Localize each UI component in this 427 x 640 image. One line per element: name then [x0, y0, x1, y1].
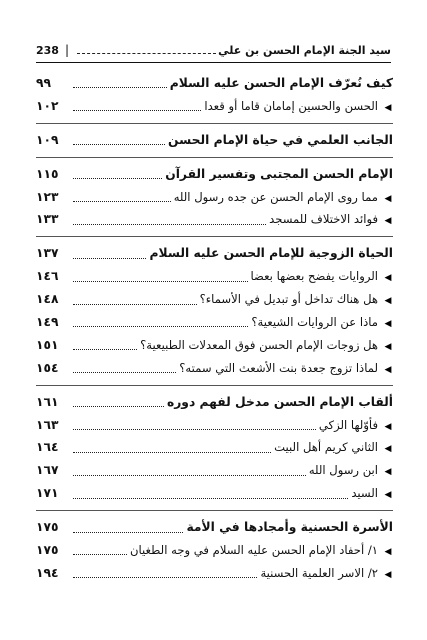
dot-leader	[73, 531, 183, 533]
toc-entry-text: الأسرة الحسنية وأمجادها في الأمة	[186, 520, 393, 535]
toc-entry-text: ألقاب الإمام الحسن مدخل لفهم دوره	[166, 394, 393, 409]
toc-page-number: ١٢٣	[36, 189, 59, 204]
dot-leader	[73, 303, 197, 305]
toc-page-number: ١٧٥	[36, 520, 59, 535]
triangle-bullet-icon: ◀	[384, 547, 392, 558]
section-divider	[36, 236, 393, 237]
toc-page-number: ١٧٥	[36, 543, 59, 558]
toc-section-title[interactable]	[36, 242, 393, 265]
dot-leader	[73, 109, 201, 111]
triangle-bullet-icon: ◀	[384, 490, 392, 501]
toc-section-title[interactable]	[36, 129, 393, 152]
toc-section	[36, 129, 393, 152]
toc-section	[36, 242, 393, 379]
toc-page-number: ١٦١	[36, 394, 59, 409]
dot-leader	[73, 86, 167, 88]
dot-leader	[73, 280, 248, 282]
toc-entry-text: لماذا تزوج جعدة بنت الأشعث التي سمته؟	[179, 360, 378, 375]
toc-section	[36, 391, 393, 505]
toc-page-number: ١١٥	[36, 166, 59, 181]
toc-entry-text: الثاني كريم أهل البيت	[274, 440, 378, 455]
toc-entry-text: فوائد الاختلاف للمسجد	[269, 212, 378, 227]
toc-entry-text: ٢/ الاسر العلمية الحسنية	[260, 565, 378, 580]
toc-page-number: ١٥٤	[36, 360, 59, 375]
toc-page-number: ١٣٧	[36, 246, 59, 261]
dot-leader	[73, 497, 348, 499]
toc-entry[interactable]	[36, 288, 393, 311]
toc-entry-text: الحياة الزوجية للإمام الحسن عليه السلام	[149, 246, 393, 261]
toc-entry[interactable]	[36, 436, 393, 459]
dot-leader	[73, 325, 248, 327]
toc-entry-text: السيد	[351, 486, 378, 501]
toc-section-title[interactable]	[36, 72, 393, 95]
dot-leader	[73, 223, 266, 225]
toc-entry[interactable]	[36, 208, 393, 231]
toc-entry[interactable]	[36, 482, 393, 505]
toc-entry[interactable]	[36, 186, 393, 209]
toc-page-number: ١٤٩	[36, 315, 59, 330]
toc-entry-text: هل زوجات الإمام الحسن فوق المعدلات الطبيعية؟	[140, 337, 378, 352]
toc-entry[interactable]	[36, 265, 393, 288]
toc-entry[interactable]	[36, 459, 393, 482]
dot-leader	[73, 405, 164, 407]
triangle-bullet-icon: ◀	[384, 569, 392, 580]
toc-page-number: ١٤٨	[36, 292, 59, 307]
toc-entry-text: الحسن والحسين إمامان قاما أو قعدا	[204, 98, 378, 113]
toc-section-title[interactable]	[36, 516, 393, 539]
dot-leader	[73, 143, 165, 145]
triangle-bullet-icon: ◀	[384, 273, 392, 284]
dot-leader	[73, 348, 137, 350]
toc-entry-text: ماذا عن الروايات الشيعية؟	[251, 315, 378, 330]
dot-leader	[73, 371, 176, 373]
section-divider	[36, 510, 393, 511]
page-number: 238	[36, 43, 59, 57]
toc-page-number: ١٦٤	[36, 440, 59, 455]
triangle-bullet-icon: ◀	[384, 296, 392, 307]
toc-section	[36, 163, 393, 232]
toc-entry[interactable]	[36, 562, 393, 585]
toc-page-number: ٩٩	[36, 76, 52, 90]
section-divider	[36, 123, 393, 124]
toc-section-title[interactable]	[36, 163, 393, 186]
toc-page-number: ١٧١	[36, 486, 59, 501]
toc-entry-text: فأوّلها الزكي	[318, 417, 378, 432]
triangle-bullet-icon: ◀	[384, 102, 392, 113]
toc-entry[interactable]	[36, 311, 393, 334]
dot-leader	[73, 553, 127, 555]
triangle-bullet-icon: ◀	[384, 364, 392, 375]
toc-page-number: ١٦٣	[36, 417, 59, 432]
toc-entry[interactable]	[36, 539, 393, 562]
triangle-bullet-icon: ◀	[384, 421, 392, 432]
dot-leader	[73, 200, 171, 202]
dot-leader	[73, 474, 306, 476]
toc-page-number: ١٦٧	[36, 463, 59, 478]
triangle-bullet-icon: ◀	[384, 216, 392, 227]
toc-page-number: ١٣٣	[36, 212, 59, 227]
dot-leader	[73, 177, 162, 179]
dot-leader	[73, 576, 257, 578]
toc-entry-text: الروايات يفضح بعضها بعضا	[250, 269, 378, 284]
toc-page-number: ١٥١	[36, 337, 59, 352]
dot-leader	[73, 451, 271, 453]
toc-entry-text: مما روى الإمام الحسن عن جده رسول الله	[173, 189, 378, 204]
toc-entry-text: الإمام الحسن المجتبى وتفسير القرآن	[165, 166, 393, 181]
header-rule	[36, 62, 391, 63]
toc-page-number: ١٤٦	[36, 269, 59, 284]
toc-entry-text: كيف نُعرّف الإمام الحسن عليه السلام	[169, 76, 393, 90]
table-of-contents	[36, 72, 393, 585]
toc-entry-text: ١/ أحفاد الإمام الحسن عليه السلام في وجه الطغيان	[130, 543, 378, 558]
toc-page-number: ١٠٩	[36, 132, 59, 147]
toc-entry-text: هل هناك تداخل أو تبديل في الأسماء؟	[199, 292, 378, 307]
toc-entry-text: ابن رسول الله	[308, 463, 378, 478]
triangle-bullet-icon: ◀	[384, 341, 392, 352]
running-header	[36, 40, 391, 60]
dot-leader	[73, 428, 316, 430]
toc-entry[interactable]	[36, 357, 393, 380]
header-separator: |	[64, 43, 70, 57]
dot-leader	[73, 257, 146, 259]
triangle-bullet-icon: ◀	[384, 193, 392, 204]
toc-entry[interactable]	[36, 95, 393, 118]
toc-entry[interactable]	[36, 334, 393, 357]
toc-page-number: ١٩٤	[36, 565, 59, 580]
section-divider	[36, 385, 393, 386]
book-title: سيد الجنة الإمام الحسن بن علي	[218, 43, 391, 57]
toc-section-title[interactable]	[36, 391, 393, 414]
header-dash-line	[77, 53, 216, 54]
toc-entry[interactable]	[36, 414, 393, 437]
section-divider	[36, 157, 393, 158]
toc-section	[36, 516, 393, 585]
triangle-bullet-icon: ◀	[384, 467, 392, 478]
triangle-bullet-icon: ◀	[384, 444, 392, 455]
triangle-bullet-icon: ◀	[384, 319, 392, 330]
toc-entry-text: الجانب العلمي في حياة الإمام الحسن	[168, 132, 393, 147]
toc-page-number: ١٠٢	[36, 98, 59, 113]
toc-section	[36, 72, 393, 118]
